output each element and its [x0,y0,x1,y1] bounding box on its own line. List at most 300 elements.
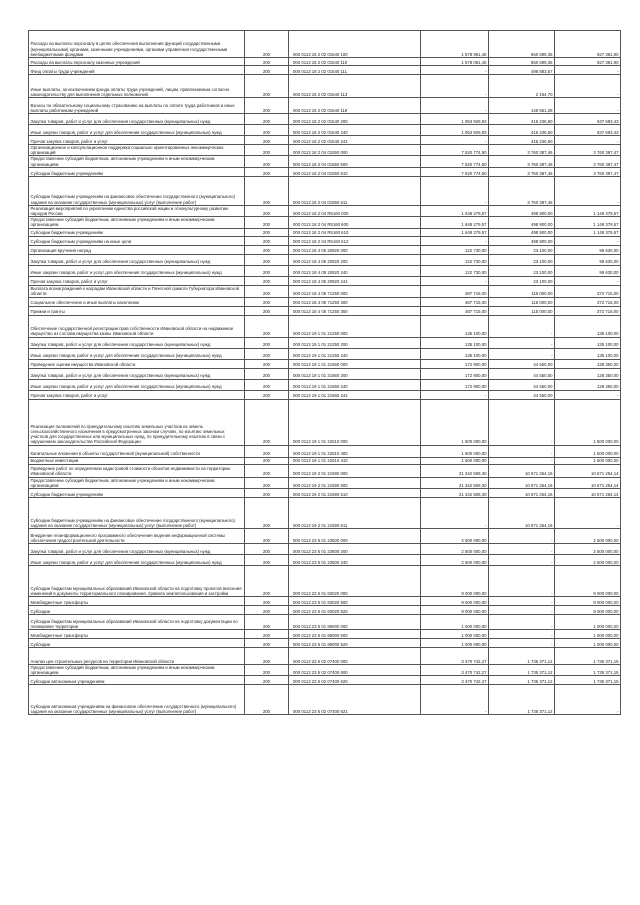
cell-executed: - [489,555,555,566]
cell-unexecuted: - [555,236,621,245]
cell-code: 200 [245,337,289,348]
cell-executed: 3 760 387,46 [489,145,555,156]
cell-unexecuted: 372 715,00 [555,306,621,315]
cell-code: 200 [245,167,289,176]
cell-code: 200 [245,615,289,630]
cell-kbk: 000 0113 18 2 04 R5160 612 [289,236,421,245]
cell-code: 200 [245,285,289,297]
cell-executed: 44 550,00 [489,359,555,368]
cell-executed: 44 550,00 [489,379,555,390]
cell-kbk: 000 0113 19 1 01 22610 400 [289,445,421,457]
cell-unexecuted: - [555,136,621,145]
cell-code: 200 [245,597,289,606]
cell-name: Субсидии [29,639,245,648]
cell-unexecuted: 637 693,43 [555,114,621,125]
cell-name: Закупка товаров, работ и услуг для обеспечения государственных (муниципальных) нужд [29,254,245,265]
cell-unexecuted: 135 100,00 [555,315,621,337]
cell-name: Субсидии бюджетным учреждениям на иные цели [29,236,245,245]
cell-code: 200 [245,379,289,390]
table-row [29,98,621,114]
cell-approved: 1 648 279,57 [421,205,489,216]
cell-code: 200 [245,685,289,715]
cell-executed: - [489,606,555,615]
cell-unexecuted: 1 735 371,15 [555,648,621,665]
cell-kbk: 000 0113 18 2 04 01550 611 [289,176,421,205]
cell-approved: 21 342 508,30 [421,477,489,488]
cell-approved: 135 100,00 [421,337,489,348]
cell-name: Реализация полномочий по принудительному изъятию земельных участков из земель сельскохозяйственного назначения в предусмотренных законом случаях, по изъятию земельных участков для государственных или муниципальных нужд, по принудительному изъятию в связи с нарушением законодательства Российской Федерации [29,399,245,445]
cell-approved: 135 100,00 [421,315,489,337]
cell-approved: 7 520 774,50 [421,156,489,167]
cell-kbk: 000 0113 23 5 01 83020 000 [289,566,421,597]
table-row [29,228,621,236]
cell-unexecuted: 10 671 254,14 [555,464,621,477]
cell-approved: 1 648 279,57 [421,228,489,236]
cell-kbk: 000 0113 18 2 02 01540 119 [289,98,421,114]
cell-executed: 23 100,00 [489,245,555,254]
cell-code: 200 [245,648,289,665]
table-row [29,315,621,337]
cell-code: 200 [245,156,289,167]
cell-unexecuted: 3 760 387,47 [555,167,621,176]
cell-unexecuted: 128 350,00 [555,368,621,379]
cell-name: Взносы по обязательному социальному страхованию на выплаты по оплате труда работников и иные выплаты работникам учреждений [29,98,245,114]
cell-name: Субсидии бюджетным учреждениям на финансовое обеспечение государственного (муниципального) задания на оказание государственных (муниципальных) услуг (выполнение работ) [29,498,245,529]
cell-unexecuted: 2 500 000,00 [555,555,621,566]
cell-unexecuted: 135 100,00 [555,337,621,348]
cell-code: 200 [245,217,289,228]
cell-approved: 1 500 000,00 [421,399,489,445]
table-row [29,217,621,228]
cell-code: 200 [245,498,289,529]
cell-name: Прочая закупка товаров, работ и услуг [29,276,245,285]
cell-approved: 122 730,00 [421,254,489,265]
cell-kbk: 000 0113 19 1 01 21560 240 [289,379,421,390]
table-row [29,136,621,145]
cell-executed: - [489,529,555,544]
cell-executed: 1 735 371,12 [489,676,555,685]
cell-unexecuted: 99 630,00 [555,265,621,276]
cell-code: 200 [245,176,289,205]
table-row [29,615,621,630]
cell-name: Иные закупки товаров, работ и услуг для обеспечения государственных (муниципальных) нужд [29,265,245,276]
cell-name: Субсидии бюджетам муниципальных образований Ивановской области на подготовку документации по планировке территории [29,615,245,630]
cell-code: 200 [245,75,289,98]
cell-name: Субсидии бюджетным учреждениям [29,228,245,236]
cell-executed: 23 100,00 [489,265,555,276]
cell-name: Организация вручения наград [29,245,245,254]
cell-executed: - [489,566,555,597]
cell-name: Субсидии автономным учреждениям [29,676,245,685]
cell-name: Предоставление субсидий бюджетным, автономным учреждениям и иным некоммерческим организациям [29,477,245,488]
cell-executed: - [489,348,555,359]
table-row [29,597,621,606]
cell-name: Реализация мероприятий по укреплению единства российской нации и этнокультурному развитию народов России [29,205,245,216]
table-row [29,66,621,75]
cell-code: 200 [245,359,289,368]
cell-kbk: 000 0113 19 2 01 21590 610 [289,489,421,498]
cell-code: 200 [245,205,289,216]
cell-code: 200 [245,125,289,136]
cell-unexecuted: - [555,276,621,285]
cell-code: 200 [245,665,289,676]
cell-unexecuted: 927 381,90 [555,31,621,58]
cell-kbk: 000 0113 18 4 05 71250 300 [289,297,421,306]
cell-code: 200 [245,544,289,555]
cell-unexecuted: 1 149 379,57 [555,217,621,228]
cell-executed: 1 735 371,12 [489,665,555,676]
cell-approved: - [421,98,489,114]
cell-kbk: 000 0113 18 4 05 20920 000 [289,245,421,254]
cell-name: Субсидии бюджетным учреждениям на финансовое обеспечение государственного (муниципального) задания на оказание государственных (муниципальных) услуг (выполнение работ) [29,176,245,205]
table-row [29,498,621,529]
table-row [29,156,621,167]
cell-unexecuted: 1 500 000,00 [555,399,621,445]
table-row [29,348,621,359]
table-row [29,457,621,464]
cell-unexecuted: - [555,390,621,399]
cell-code: 200 [245,630,289,639]
cell-name: Субсидии [29,606,245,615]
cell-code: 200 [245,228,289,236]
cell-kbk: 000 0113 23 5 01 23600 240 [289,555,421,566]
cell-executed: - [489,597,555,606]
cell-approved: 21 342 508,30 [421,464,489,477]
table-row [29,31,621,58]
cell-kbk: 000 0113 18 2 02 01540 244 [289,136,421,145]
table-row [29,685,621,715]
cell-approved: 1 000 000,00 [421,630,489,639]
cell-kbk: 000 0113 23 5 01 23600 000 [289,529,421,544]
cell-kbk: 000 0113 19 1 01 21250 000 [289,315,421,337]
cell-unexecuted: 1 500 000,00 [555,445,621,457]
table-row [29,276,621,285]
table-row [29,306,621,315]
cell-approved: - [421,75,489,98]
cell-executed: - [489,639,555,648]
cell-name: Организационное и консультационное поддержка социально ориентированных некоммерческих организаций [29,145,245,156]
table-row [29,114,621,125]
table-row [29,477,621,488]
cell-executed: 416 236,50 [489,136,555,145]
cell-code: 200 [245,464,289,477]
cell-unexecuted: 1 735 371,15 [555,665,621,676]
table-row [29,648,621,665]
cell-executed: 498 900,00 [489,205,555,216]
cell-kbk: 000 0113 18 2 04 01550 600 [289,156,421,167]
cell-approved: 1 500 000,00 [421,445,489,457]
cell-approved: 122 730,00 [421,245,489,254]
cell-code: 200 [245,639,289,648]
cell-kbk: 000 0113 18 4 05 20920 240 [289,265,421,276]
cell-kbk: 000 0113 19 1 01 21560 244 [289,390,421,399]
cell-approved: 1 500 000,00 [421,457,489,464]
cell-unexecuted: 9 000 000,00 [555,606,621,615]
cell-code: 200 [245,368,289,379]
cell-code: 200 [245,265,289,276]
table-row [29,236,621,245]
cell-name: Межбюджетные трансферты [29,597,245,606]
cell-executed: 2 164,70 [489,75,555,98]
cell-approved: 135 100,00 [421,348,489,359]
cell-kbk: 000 0113 23 5 01 86000 500 [289,630,421,639]
cell-kbk: 000 0113 23 5 01 23600 200 [289,544,421,555]
cell-code: 200 [245,566,289,597]
cell-name: Межбюджетные трансферты [29,630,245,639]
cell-approved: 9 000 000,00 [421,597,489,606]
cell-approved: 1 578 961,46 [421,31,489,58]
cell-code: 200 [245,348,289,359]
table-row [29,125,621,136]
cell-kbk: 000 0113 23 5 02 07400 000 [289,648,421,665]
cell-kbk: 000 0113 18 2 04 R5160 600 [289,217,421,228]
cell-kbk: 000 0113 23 5 01 86000 000 [289,615,421,630]
cell-kbk: 000 0113 19 1 01 22610 410 [289,457,421,464]
cell-unexecuted: 3 760 387,47 [555,145,621,156]
cell-executed: 498 900,00 [489,236,555,245]
cell-executed: 10 671 254,16 [489,489,555,498]
cell-approved: - [421,685,489,715]
cell-approved: 1 648 279,57 [421,217,489,228]
cell-unexecuted: 927 381,90 [555,58,621,66]
cell-name: Иные закупки товаров, работ и услуг для обеспечения государственных (муниципальных) нужд [29,379,245,390]
cell-name: Закупка товаров, работ и услуг для обеспечения государственных (муниципальных) нужд [29,368,245,379]
table-row [29,145,621,156]
cell-executed: 115 000,00 [489,297,555,306]
cell-executed: 115 000,00 [489,285,555,297]
cell-executed: - [489,399,555,445]
cell-approved: - [421,136,489,145]
cell-unexecuted: 99 630,00 [555,245,621,254]
cell-approved: - [421,176,489,205]
cell-name: Предоставление субсидий бюджетным, автономным учреждениям и иным некоммерческим организациям [29,665,245,676]
cell-unexecuted: 1 500 000,00 [555,457,621,464]
cell-approved: 2 500 000,00 [421,529,489,544]
table-row [29,176,621,205]
cell-approved: 9 000 000,00 [421,566,489,597]
table-row [29,555,621,566]
cell-name: Закупка товаров, работ и услуг для обеспечения государственных (муниципальных) нужд [29,114,245,125]
cell-executed: - [489,544,555,555]
cell-name: Внедрение геоинформационного программного обеспечения ведения информационной системы обеспечения градостроительной деятельности [29,529,245,544]
cell-executed: 44 550,00 [489,368,555,379]
cell-executed: - [489,337,555,348]
cell-unexecuted: 3 760 387,47 [555,156,621,167]
cell-code: 200 [245,489,289,498]
table-row [29,630,621,639]
cell-approved: 487 715,00 [421,285,489,297]
cell-approved: 487 715,00 [421,297,489,306]
cell-name: Обеспечение государственной регистрации прав собственности Ивановской области на недвижимое имущество из состава имущества казны Ивановской области [29,315,245,337]
cell-unexecuted: 128 350,00 [555,359,621,368]
cell-executed: - [489,315,555,337]
cell-name: Иные закупки товаров, работ и услуг для обеспечения государственных (муниципальных) нужд [29,348,245,359]
cell-name: Фонд оплаты труда учреждений [29,66,245,75]
cell-unexecuted: 1 149 379,57 [555,205,621,216]
cell-executed: 3 760 387,46 [489,176,555,205]
cell-executed: 498 883,57 [489,66,555,75]
table-row [29,167,621,176]
cell-code: 200 [245,31,289,58]
budget-execution-table [28,30,621,715]
cell-code: 200 [245,606,289,615]
cell-code: 200 [245,477,289,488]
cell-kbk: 000 0113 18 2 02 01540 200 [289,114,421,125]
table-row [29,676,621,685]
table-row [29,639,621,648]
cell-code: 200 [245,58,289,66]
table-row [29,368,621,379]
cell-kbk: 000 0113 18 2 02 01540 111 [289,66,421,75]
cell-unexecuted: 10 671 254,14 [555,489,621,498]
cell-kbk: 000 0113 18 2 04 R5160 610 [289,228,421,236]
cell-unexecuted: 135 100,00 [555,348,621,359]
cell-approved: 172 900,00 [421,368,489,379]
cell-code: 200 [245,136,289,145]
cell-executed: - [489,457,555,464]
table-row [29,390,621,399]
cell-kbk: 000 0113 19 2 01 21590 600 [289,477,421,488]
cell-approved: 3 470 742,27 [421,665,489,676]
cell-kbk: 000 0113 23 5 02 07400 620 [289,676,421,685]
cell-kbk: 000 0113 18 2 02 01540 113 [289,75,421,98]
cell-code: 200 [245,145,289,156]
cell-name: Проведение работ по определению кадастровой стоимости объектов недвижимости на территории Ивановской области [29,464,245,477]
cell-kbk: 000 0113 18 4 05 20920 200 [289,254,421,265]
cell-name: Выплата вознаграждений к наградам Ивановской области и Почетной грамоте Губернатора Ивановской области [29,285,245,297]
cell-executed: 10 671 254,16 [489,464,555,477]
cell-approved: 122 730,00 [421,265,489,276]
cell-code: 200 [245,297,289,306]
cell-unexecuted: - [555,176,621,205]
table-row [29,544,621,555]
cell-executed: 10 671 254,16 [489,477,555,488]
cell-unexecuted: 2 500 000,00 [555,544,621,555]
table-row [29,297,621,306]
cell-name: Прочая закупка товаров, работ и услуг [29,136,245,145]
cell-code: 200 [245,529,289,544]
cell-name: Предоставление субсидий бюджетным, автономным учреждениям и иным некоммерческим организациям [29,217,245,228]
cell-executed: 498 900,00 [489,228,555,236]
cell-name: Субсидии бюджетным учреждениям [29,489,245,498]
cell-unexecuted: 1 735 371,15 [555,676,621,685]
cell-approved: 172 900,00 [421,379,489,390]
cell-code: 200 [245,676,289,685]
cell-unexecuted: 10 671 254,14 [555,477,621,488]
table-row [29,337,621,348]
table-row [29,285,621,297]
cell-code: 200 [245,66,289,75]
cell-unexecuted: 2 500 000,00 [555,529,621,544]
cell-kbk: 000 0113 19 2 01 21590 000 [289,464,421,477]
cell-executed: - [489,630,555,639]
cell-kbk: 000 0113 23 5 02 07400 600 [289,665,421,676]
cell-executed: 416 236,50 [489,114,555,125]
cell-unexecuted: - [555,66,621,75]
cell-executed: 416 236,50 [489,125,555,136]
cell-unexecuted: 1 000 000,00 [555,639,621,648]
cell-code: 200 [245,555,289,566]
table-row [29,566,621,597]
cell-kbk: 000 0113 18 4 05 71250 350 [289,306,421,315]
cell-code: 200 [245,114,289,125]
table-row [29,606,621,615]
cell-code: 200 [245,98,289,114]
cell-unexecuted: 9 000 000,00 [555,597,621,606]
cell-code: 200 [245,445,289,457]
cell-name: Закупка товаров, работ и услуг для обеспечения государственных (муниципальных) нужд [29,337,245,348]
cell-code: 200 [245,306,289,315]
cell-name: Субсидии бюджетам муниципальных образований Ивановской области на подготовку проектов внесения изменений в документы территориального планирования, правила землепользования и застройки [29,566,245,597]
cell-name: Бюджетные инвестиции [29,457,245,464]
cell-kbk: 000 0113 18 2 02 01540 110 [289,58,421,66]
cell-unexecuted: - [555,75,621,98]
cell-unexecuted: 372 715,00 [555,297,621,306]
cell-approved: 3 470 742,27 [421,648,489,665]
table-row [29,58,621,66]
cell-name: Иные закупки товаров, работ и услуг для обеспечения государственных (муниципальных) нужд [29,125,245,136]
cell-name: Капитальные вложения в объекты государственной (муниципальной) собственности [29,445,245,457]
cell-kbk: 000 0113 19 1 01 21560 000 [289,359,421,368]
cell-approved: 2 500 000,00 [421,544,489,555]
table-row [29,205,621,216]
table-row [29,245,621,254]
cell-kbk: 000 0113 19 1 01 21560 200 [289,368,421,379]
cell-approved: 1 578 081,46 [421,58,489,66]
cell-code: 200 [245,236,289,245]
cell-executed: 3 760 387,46 [489,167,555,176]
cell-approved: 7 520 774,50 [421,145,489,156]
cell-kbk: 000 0113 19 1 01 21250 240 [289,348,421,359]
cell-approved: 1 000 000,00 [421,615,489,630]
cell-kbk: 000 0113 18 2 04 01550 610 [289,167,421,176]
table-row [29,379,621,390]
cell-name: Закупка товаров, работ и услуг для обеспечения государственных (муниципальных) нужд [29,544,245,555]
cell-kbk: 000 0113 18 2 04 R5160 000 [289,205,421,216]
cell-approved: - [421,390,489,399]
cell-code: 200 [245,457,289,464]
table-row [29,529,621,544]
cell-executed: 23 100,00 [489,276,555,285]
cell-approved: - [421,276,489,285]
cell-code: 200 [245,399,289,445]
cell-executed: 498 900,00 [489,217,555,228]
table-row [29,665,621,676]
cell-code: 200 [245,245,289,254]
cell-kbk: 000 0113 18 2 04 01550 000 [289,145,421,156]
cell-executed: 149 651,28 [489,98,555,114]
cell-kbk: 000 0113 18 2 02 01540 100 [289,31,421,58]
cell-approved: 9 000 000,00 [421,606,489,615]
cell-approved: - [421,66,489,75]
cell-kbk: 000 0113 19 1 01 21250 200 [289,337,421,348]
cell-name: Субсидии бюджетным учреждениям [29,167,245,176]
cell-code: 200 [245,315,289,337]
cell-approved: 487 715,00 [421,306,489,315]
cell-unexecuted: 128 350,00 [555,379,621,390]
cell-name: Расходы на выплаты персоналу в целях обеспечения выполнения функций государственными (муниципальными) органами, казенными учреждениями, органами управления государственными внебюджетными фондами [29,31,245,58]
cell-unexecuted: 1 149 379,57 [555,228,621,236]
cell-kbk: 000 0113 23 5 01 83020 500 [289,597,421,606]
cell-executed: - [489,615,555,630]
cell-approved: 2 500 000,00 [421,555,489,566]
table-row [29,75,621,98]
cell-kbk: 000 0113 18 2 02 01540 240 [289,125,421,136]
cell-executed: 10 671 254,16 [489,498,555,529]
cell-kbk: 000 0113 23 5 02 07400 621 [289,685,421,715]
table-row [29,254,621,265]
table-row [29,464,621,477]
